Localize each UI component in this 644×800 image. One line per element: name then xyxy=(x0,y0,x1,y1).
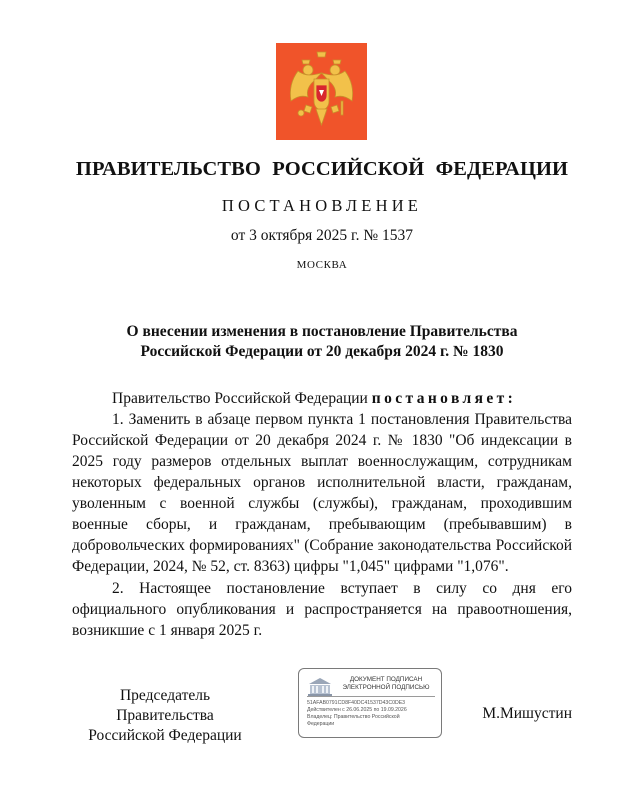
document-heading xyxy=(60,322,584,362)
document-type: ПОСТАНОВЛЕНИЕ xyxy=(221,196,423,215)
stamp-owner-line-2: Федерации xyxy=(307,721,335,727)
signer-name: М.Мишустин xyxy=(482,705,572,722)
heading-line-1: О внесении изменения в постановление Правительства xyxy=(126,323,518,340)
stamp-title-line-2: ЭЛЕКТРОННОЙ ПОДПИСЬЮ xyxy=(342,684,430,691)
resolves-word: постановляет: xyxy=(371,390,517,407)
stamp-divider xyxy=(307,696,435,697)
heading-line-2: Российской Федерации от 20 декабря 2024 г. № 1830 xyxy=(140,343,504,360)
signer-position xyxy=(75,686,255,746)
intro-paragraph xyxy=(72,388,572,409)
stamp-title xyxy=(335,676,437,692)
intro-prefix: Правительство Российской Федерации xyxy=(112,390,372,407)
item-2-paragraph: 2. Настоящее постановление вступает в силу со дня его официального опубликования и распространяется на правоотношения, возникшие с 1 января 2025 г. xyxy=(72,580,572,639)
stamp-validity: Действителен с 26.06.2025 по 19.09.2026 xyxy=(307,707,407,713)
electronic-signature-stamp xyxy=(298,668,442,738)
stamp-details xyxy=(307,700,437,728)
signer-position-line-2: Российской Федерации xyxy=(88,727,242,744)
building-icon xyxy=(307,676,333,696)
item-1-paragraph: 1. Заменить в абзаце первом пункта 1 постановления Правительства Российской Федерации от 20 декабря 2024 г. № 1830 "Об индексации в 2025 году размеров отдельных выплат военнослужащим, сотрудникам некоторых федеральных органов исполнительной власти, гражданам, уволенным с военной службы (службы), гражданам, проходившим военные сборы, и гражданам, пребывающим (пребывавшим) в добровольческих формированиях" (Собрание законодательства Российской Федерации, 2024, № 52, ст. 8363) цифры "1,045" цифрами "1,076". xyxy=(72,411,572,575)
double-headed-eagle-icon xyxy=(276,43,367,140)
document-date-number: от 3 октября 2025 г. № 1537 xyxy=(230,227,414,244)
government-title: ПРАВИТЕЛЬСТВО РОССИЙСКОЙ ФЕДЕРАЦИИ xyxy=(75,158,569,180)
stamp-title-line-1: ДОКУМЕНТ ПОДПИСАН xyxy=(349,676,423,683)
signer-position-line-1: Председатель Правительства xyxy=(116,687,214,724)
stamp-owner-line-1: Владелец: Правительство Российской xyxy=(307,714,400,720)
coat-of-arms-emblem xyxy=(276,43,367,140)
document-city: МОСКВА xyxy=(296,259,348,271)
stamp-certificate: 51AFAB0791CD8F40DC41537D43C0DE3 xyxy=(307,700,406,706)
